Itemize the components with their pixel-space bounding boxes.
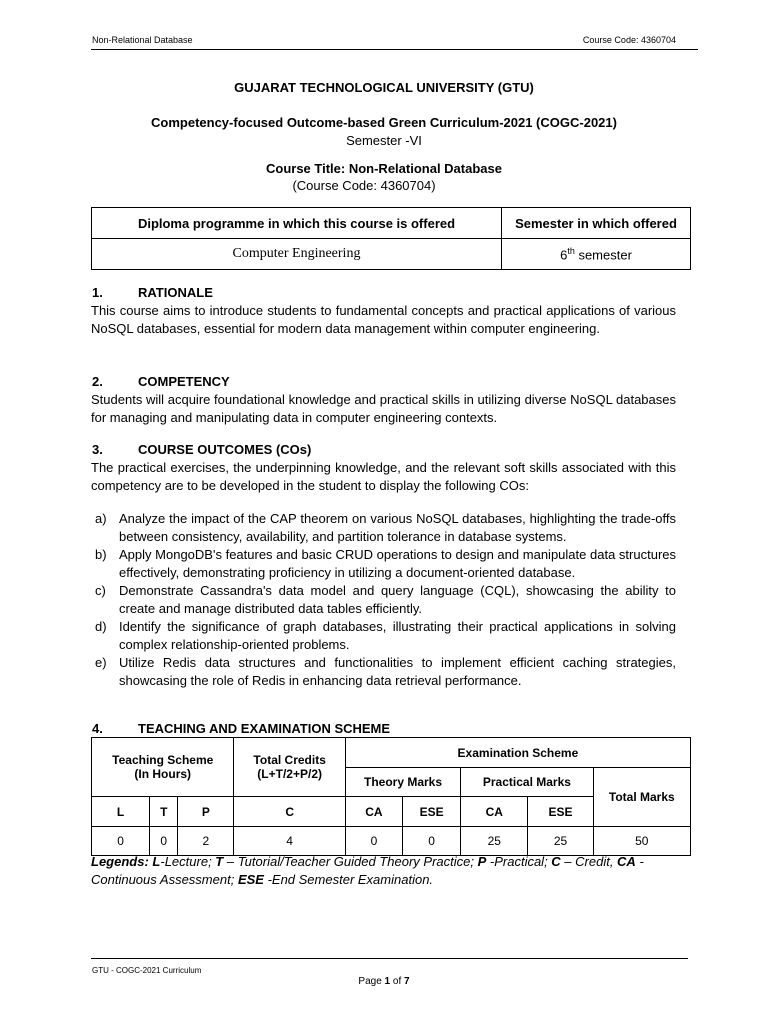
total-credits-label: Total Credits xyxy=(253,753,326,767)
section-number: 3. xyxy=(92,442,103,457)
legend-text-ca: - Continuous Assessment; xyxy=(91,854,644,887)
list-item xyxy=(91,618,676,654)
col-theory-ca: CA xyxy=(345,797,402,827)
legend-key-l: L xyxy=(152,854,161,869)
semester-line: Semester -VI xyxy=(346,133,422,148)
programme-cell: Computer Engineering xyxy=(92,239,502,270)
list-item xyxy=(91,510,676,546)
header-divider xyxy=(91,49,698,50)
offering-col-semester: Semester in which offered xyxy=(502,208,691,239)
semester-cell xyxy=(502,239,691,270)
value-theory-ca: 0 xyxy=(345,827,402,856)
course-code-line: (Course Code: 4360704) xyxy=(292,178,436,193)
legend-text-c: – Credit, xyxy=(560,854,618,869)
course-outcomes-list xyxy=(91,510,676,690)
value-c: 4 xyxy=(234,827,345,856)
list-text: Analyze the impact of the CAP theorem on various NoSQL databases, highlighting the trade-offs between consistency, availability, and partition tolerance in database systems. xyxy=(119,511,676,544)
offering-col-programme: Diploma programme in which this course is offered xyxy=(92,208,502,239)
section-title: RATIONALE xyxy=(138,285,213,300)
list-text: Utilize Redis data structures and functionalities to implement efficient caching strategies, showcasing the role of Redis in enhancing data retrieval performance. xyxy=(119,655,676,688)
legend-key-t: T xyxy=(215,854,224,869)
section-rationale-heading xyxy=(92,285,213,300)
page-of: of xyxy=(390,976,405,987)
page-total: 7 xyxy=(404,976,410,987)
legend xyxy=(91,853,691,889)
outcomes-intro: The practical exercises, the underpinning knowledge, and the relevant soft skills associated with this competency are to be developed in the student to display the following COs: xyxy=(91,460,676,493)
offering-table xyxy=(91,207,691,270)
course-title: Course Title: Non-Relational Database xyxy=(266,161,502,176)
page-number xyxy=(0,976,768,987)
section-number: 2. xyxy=(92,374,103,389)
legend-key-ca: CA xyxy=(617,854,636,869)
value-t: 0 xyxy=(150,827,178,856)
legend-text-p: -Practical; xyxy=(486,854,552,869)
section-number: 1. xyxy=(92,285,103,300)
footer-divider xyxy=(91,958,688,959)
theory-marks-header: Theory Marks xyxy=(345,768,460,797)
value-theory-ese: 0 xyxy=(403,827,461,856)
col-practical-ese: ESE xyxy=(528,797,593,827)
legend-text-ese: -End Semester Examination. xyxy=(263,872,434,887)
header-course-code: Course Code: 4360704 xyxy=(582,35,676,45)
teaching-scheme-label: Teaching Scheme xyxy=(112,753,214,767)
value-practical-ese: 25 xyxy=(528,827,593,856)
footer-curriculum: GTU - COGC-2021 Curriculum xyxy=(92,966,202,975)
value-p: 2 xyxy=(178,827,234,856)
section-title: COURSE OUTCOMES (COs) xyxy=(138,442,312,457)
semester-number: 6 xyxy=(560,247,568,263)
list-marker: b) xyxy=(95,547,107,562)
in-hours-label: (In Hours) xyxy=(134,767,192,781)
list-item xyxy=(91,582,676,618)
list-text: Apply MongoDB's features and basic CRUD operations to design and manipulate data structures effectively, demonstrating proficiency in utilizing a document-oriented database. xyxy=(119,547,676,580)
curriculum-title: Competency-focused Outcome-based Green Curriculum-2021 (COGC-2021) xyxy=(151,115,617,130)
list-text: Demonstrate Cassandra's data model and query language (CQL), showcasing the ability to create and manage distributed data tables efficiently. xyxy=(119,583,676,616)
university-title: GUJARAT TECHNOLOGICAL UNIVERSITY (GTU) xyxy=(234,80,534,95)
legend-key-ese: ESE xyxy=(237,872,264,887)
header-course-name: Non-Relational Database xyxy=(92,35,193,45)
section-scheme-heading xyxy=(92,721,390,736)
section-outcomes-heading xyxy=(92,442,311,457)
legend-text-t: – Tutorial/Teacher Guided Theory Practice; xyxy=(223,854,478,869)
list-item xyxy=(91,654,676,690)
legend-label: Legends: xyxy=(91,854,149,869)
legend-key-c: C xyxy=(551,854,561,869)
section-title: COMPETENCY xyxy=(138,374,230,389)
competency-text: Students will acquire foundational knowledge and practical skills in utilizing diverse NoSQL databases for managing and manipulating data in computer engineering contexts. xyxy=(91,392,676,425)
list-marker: d) xyxy=(95,619,107,634)
list-marker: c) xyxy=(95,583,106,598)
legend-key-p: P xyxy=(477,854,487,869)
section-number: 4. xyxy=(92,721,103,736)
rationale-text: This course aims to introduce students to fundamental concepts and practical applications of various NoSQL databases, essential for modern data management within computer engineering. xyxy=(91,303,676,336)
value-practical-ca: 25 xyxy=(461,827,528,856)
col-practical-ca: CA xyxy=(461,797,528,827)
col-c: C xyxy=(234,797,345,827)
scheme-table xyxy=(91,737,691,856)
practical-marks-header: Practical Marks xyxy=(461,768,593,797)
semester-word: semester xyxy=(574,247,632,263)
list-marker: a) xyxy=(95,511,107,526)
total-marks-header: Total Marks xyxy=(593,768,690,827)
legend-text-l: -Lecture; xyxy=(160,854,216,869)
list-marker: e) xyxy=(95,655,107,670)
list-item xyxy=(91,546,676,582)
page-current: 1 xyxy=(384,976,391,987)
exam-scheme-header: Examination Scheme xyxy=(345,738,690,768)
teaching-scheme-header xyxy=(92,738,234,797)
list-text: Identify the significance of graph databases, illustrating their practical applications in solving complex relationship-oriented problems. xyxy=(119,619,676,652)
total-credits-header xyxy=(234,738,345,797)
col-l: L xyxy=(92,797,150,827)
col-theory-ese: ESE xyxy=(403,797,461,827)
value-total-marks: 50 xyxy=(593,827,690,856)
value-l: 0 xyxy=(92,827,150,856)
col-p: P xyxy=(178,797,234,827)
page-prefix: Page xyxy=(358,976,385,987)
credits-formula: (L+T/2+P/2) xyxy=(257,767,322,781)
semester-suffix: th xyxy=(567,245,575,256)
col-t: T xyxy=(150,797,178,827)
section-competency-heading xyxy=(92,374,230,389)
section-title: TEACHING AND EXAMINATION SCHEME xyxy=(138,721,391,736)
